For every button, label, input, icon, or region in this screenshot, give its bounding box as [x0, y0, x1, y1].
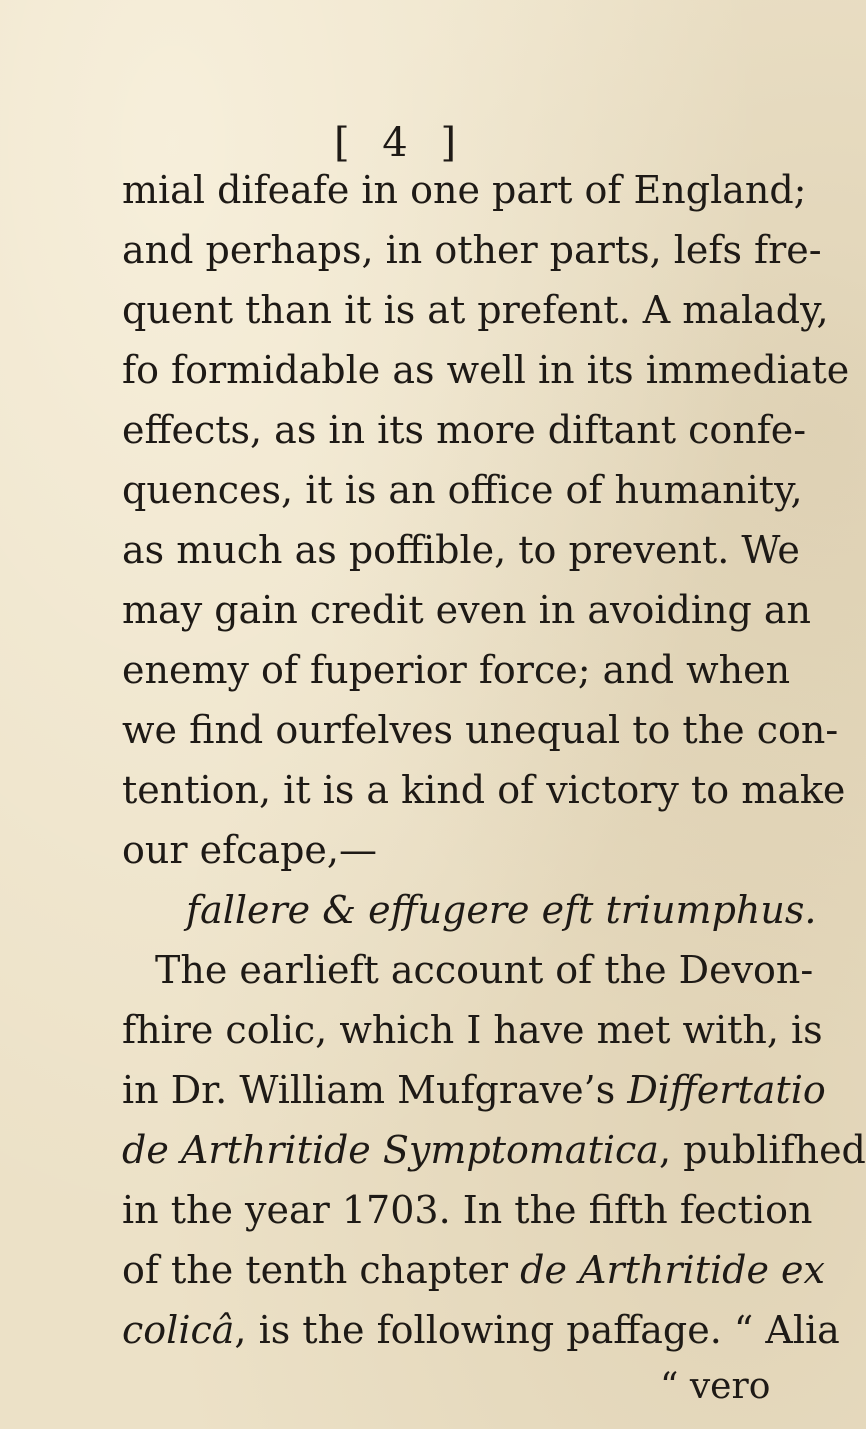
text-segment: mial difeafe in one part of England; [122, 168, 807, 212]
text-segment: fallere & effugere eft triumphus. [186, 888, 817, 932]
text-segment: The earlieft account of the Devon- [155, 948, 814, 992]
text-segment: tention, it is a kind of victory to make [122, 768, 846, 812]
text-segment: effects, as in its more diftant confe- [122, 408, 807, 452]
text-line [122, 702, 839, 758]
text-segment: in Dr. William Mufgrave’s [122, 1068, 628, 1112]
text-line [122, 642, 791, 698]
text-segment: , is the following paffage. “ Alia [234, 1308, 840, 1352]
text-segment: de Arthritide ex [520, 1248, 825, 1292]
text-line [122, 1122, 866, 1178]
text-line [122, 222, 822, 278]
text-segment: quences, it is an office of humanity, [122, 468, 803, 512]
text-line [122, 462, 803, 518]
text-segment: our efcape,— [122, 828, 377, 872]
text-line [122, 342, 850, 398]
latin-motto [186, 882, 816, 938]
catchword: “ vero [660, 1366, 771, 1407]
text-line [122, 582, 812, 638]
text-line [122, 1242, 825, 1298]
text-segment: and perhaps, in other parts, lefs fre- [122, 228, 822, 272]
text-line [122, 762, 846, 818]
text-segment: Differtatio [627, 1068, 826, 1112]
text-line [122, 282, 829, 338]
text-segment: quent than it is at prefent. A malady, [122, 288, 829, 332]
text-segment: de Arthritide Symptomatica [122, 1128, 659, 1172]
text-line [122, 1302, 840, 1358]
text-line [122, 402, 807, 458]
text-line [122, 1182, 813, 1238]
text-line [122, 1002, 823, 1058]
text-segment: in the year 1703. In the fifth fection [122, 1188, 813, 1232]
text-segment: we find ourfelves unequal to the con- [122, 708, 839, 752]
text-segment: as much as poffible, to prevent. We [122, 528, 800, 572]
text-segment: of the tenth chapter [122, 1248, 521, 1292]
text-line [122, 522, 800, 578]
text-line [122, 162, 807, 218]
text-segment: , publifhed [658, 1128, 866, 1172]
text-line [122, 1062, 826, 1118]
text-segment: fhire colic, which I have met with, is [122, 1008, 823, 1052]
text-segment: fo formidable as well in its immediate [122, 348, 850, 392]
text-line [155, 942, 814, 998]
text-segment: enemy of fuperior force; and when [122, 648, 791, 692]
page-number: [ 4 ] [333, 120, 467, 166]
text-line [122, 822, 377, 878]
text-segment: may gain credit even in avoiding an [122, 588, 812, 632]
text-segment: colicâ [122, 1308, 235, 1352]
